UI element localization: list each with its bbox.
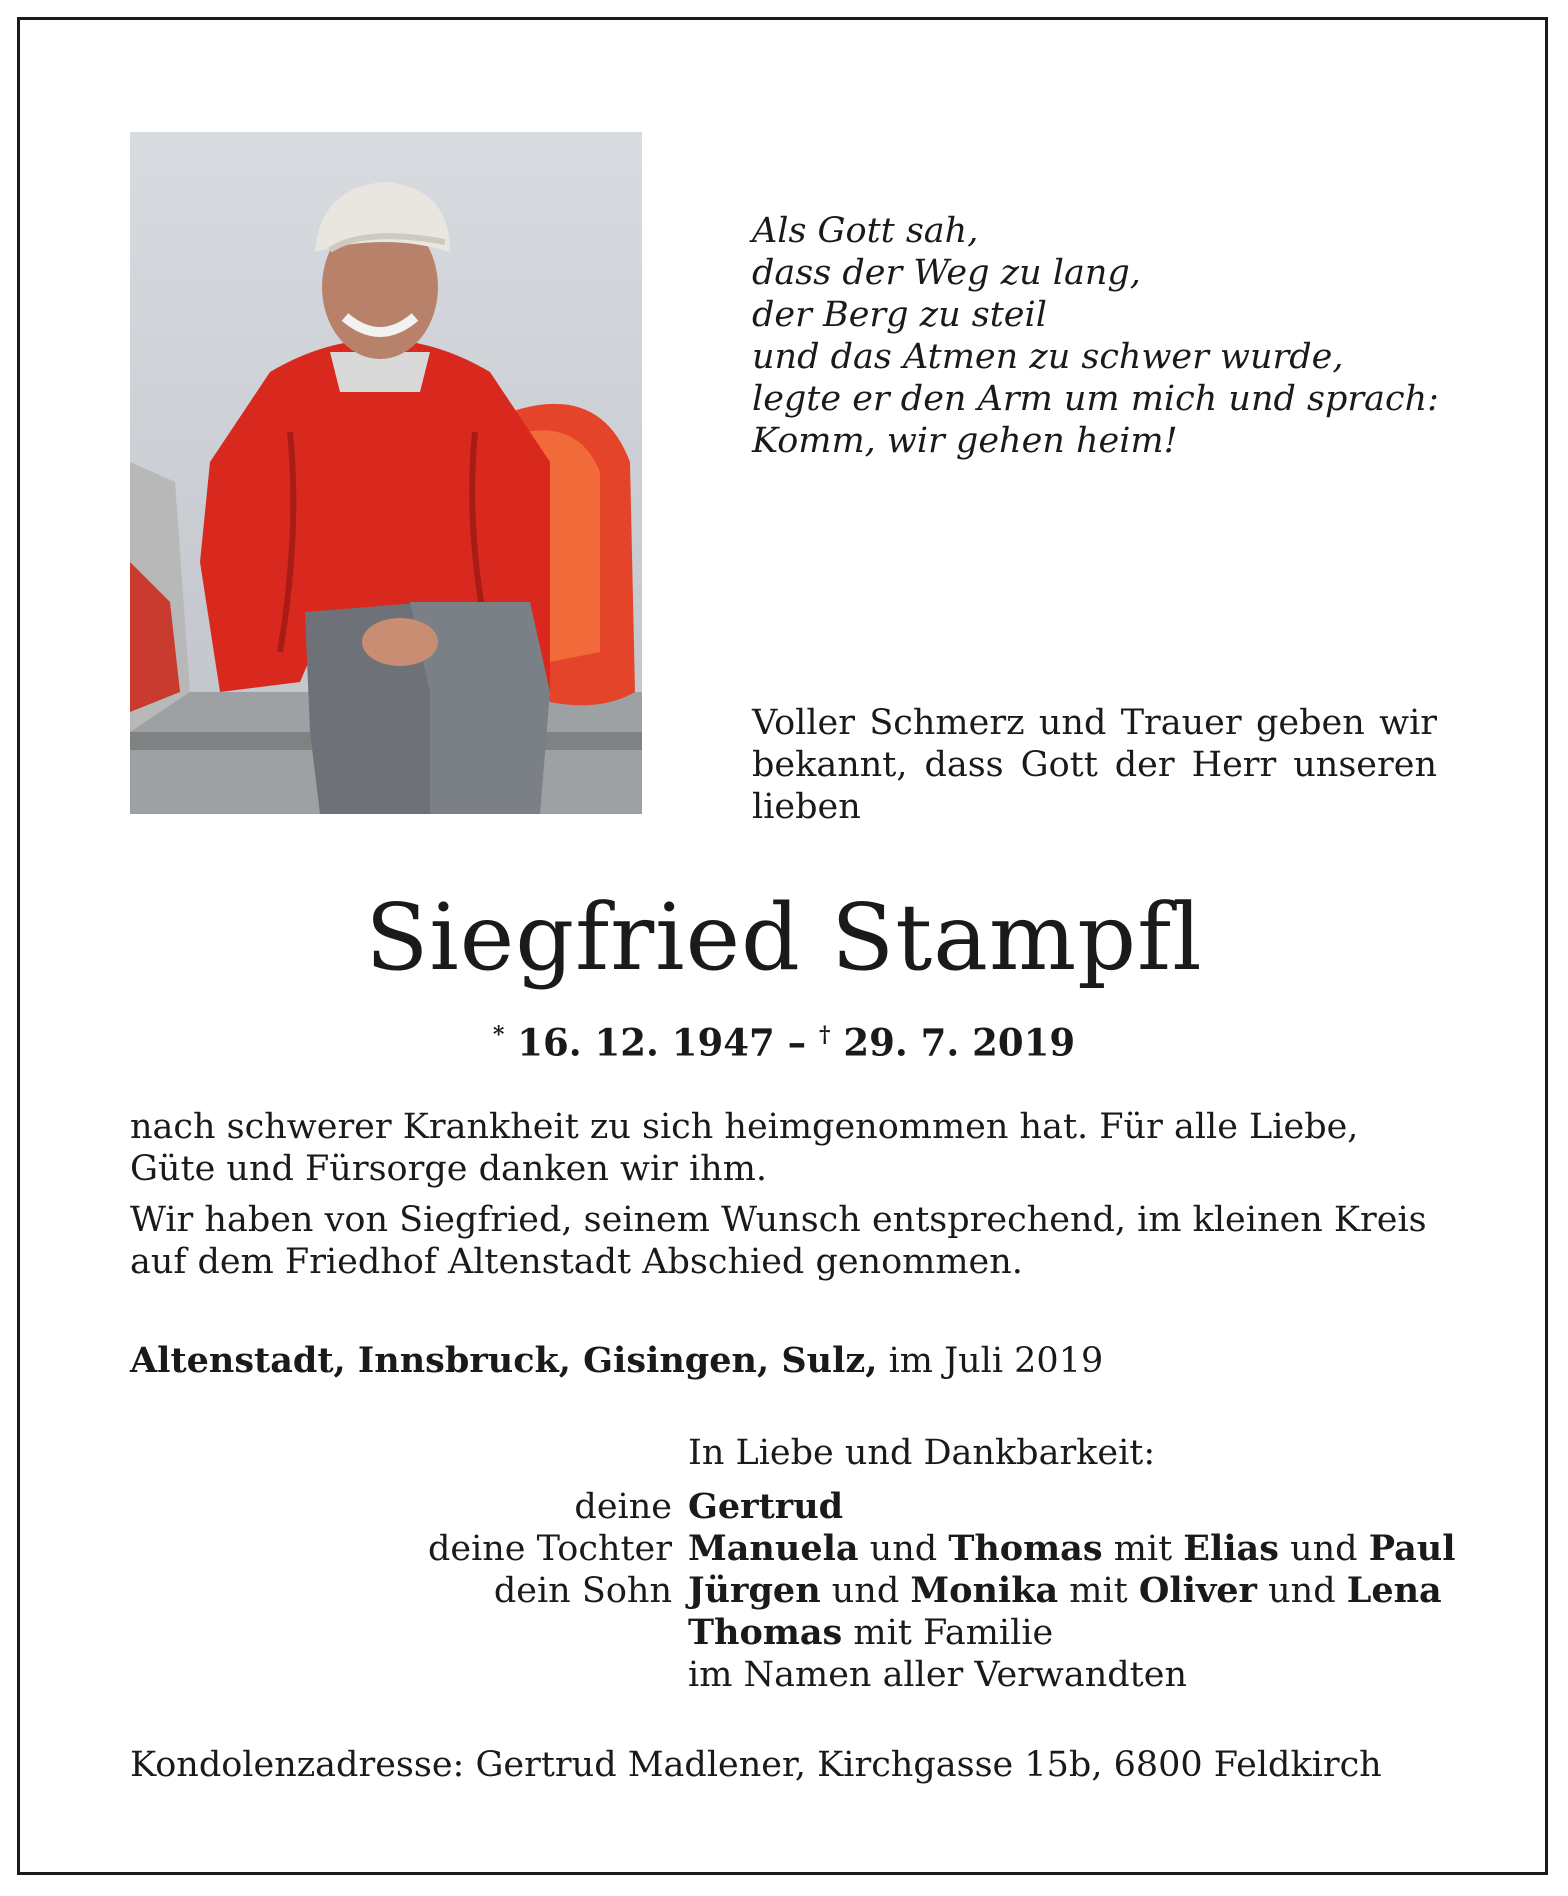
deceased-name: Siegfried Stampfl	[365, 884, 1203, 991]
life-dates	[0, 1010, 1568, 1067]
poem-line: legte er den Arm um mich und sprach:	[752, 379, 1439, 419]
poem	[752, 210, 1452, 462]
mourner-name: Paul	[1368, 1528, 1456, 1569]
relation-label: dein Sohn	[493, 1571, 672, 1611]
birth-symbol: *	[492, 1022, 505, 1048]
mourner-name: Jürgen	[688, 1570, 821, 1611]
body-paragraph: nach schwerer Krankheit zu sich heimgenommen hat. Für alle Liebe, Güte und Fürsorge danken wir ihm.	[130, 1107, 1359, 1189]
connector: und	[820, 1571, 911, 1611]
mourner-row	[340, 1486, 1460, 1528]
mourner-row	[340, 1654, 1460, 1696]
connector: mit	[1058, 1571, 1139, 1611]
connector: und	[1278, 1529, 1369, 1569]
connector: mit	[1102, 1529, 1184, 1569]
poem-line: dass der Weg zu lang,	[752, 253, 1141, 293]
relation-label: deine	[574, 1487, 672, 1527]
mourner-name: Lena	[1346, 1570, 1442, 1611]
poem-line: Komm, wir gehen heim!	[752, 421, 1178, 461]
poem-line: der Berg zu steil	[752, 295, 1047, 335]
thanks-line: In Liebe und Dankbarkeit:	[688, 1433, 1156, 1473]
announcement-intro: Voller Schmerz und Trauer geben wir bekannt, dass Gott der Herr unseren lieben	[752, 703, 1437, 827]
body-paragraph: Wir haben von Siegfried, seinem Wunsch entsprechend, im kleinen Kreis auf dem Friedhof Altenstadt Abschied genommen.	[130, 1200, 1427, 1282]
month-year: im Juli 2019	[877, 1341, 1104, 1381]
mourner-name: Thomas	[688, 1612, 843, 1653]
mourner-row	[340, 1528, 1460, 1570]
mourner-name: Elias	[1183, 1528, 1279, 1569]
places: Altenstadt, Innsbruck, Gisingen, Sulz,	[130, 1340, 878, 1381]
poem-line: Als Gott sah,	[752, 211, 979, 251]
death-date: 29. 7. 2019	[843, 1020, 1076, 1065]
mourner-row	[340, 1612, 1460, 1654]
mourner-name: Gertrud	[688, 1486, 844, 1527]
condolence-address: Kondolenzadresse: Gertrud Madlener, Kirchgasse 15b, 6800 Feldkirch	[130, 1745, 1382, 1785]
mourner-name: Thomas	[948, 1528, 1103, 1569]
mourners-list	[340, 1486, 1460, 1696]
portrait-illustration	[130, 132, 642, 814]
connector: und	[1256, 1571, 1347, 1611]
connector: mit Familie	[842, 1613, 1054, 1653]
relation-label: deine Tochter	[427, 1529, 672, 1569]
mourner-name: Monika	[910, 1570, 1059, 1611]
mourner-row	[340, 1570, 1460, 1612]
portrait-photo	[130, 132, 642, 814]
place-date-line	[130, 1340, 1440, 1382]
relatives-line: im Namen aller Verwandten	[688, 1655, 1187, 1695]
date-dash: –	[774, 1020, 819, 1065]
birth-date: 16. 12. 1947	[517, 1020, 775, 1065]
poem-line: und das Atmen zu schwer wurde,	[752, 337, 1344, 377]
connector: und	[858, 1529, 949, 1569]
mourner-name: Manuela	[688, 1528, 859, 1569]
death-symbol: †	[819, 1022, 831, 1048]
mourner-name: Oliver	[1138, 1570, 1257, 1611]
